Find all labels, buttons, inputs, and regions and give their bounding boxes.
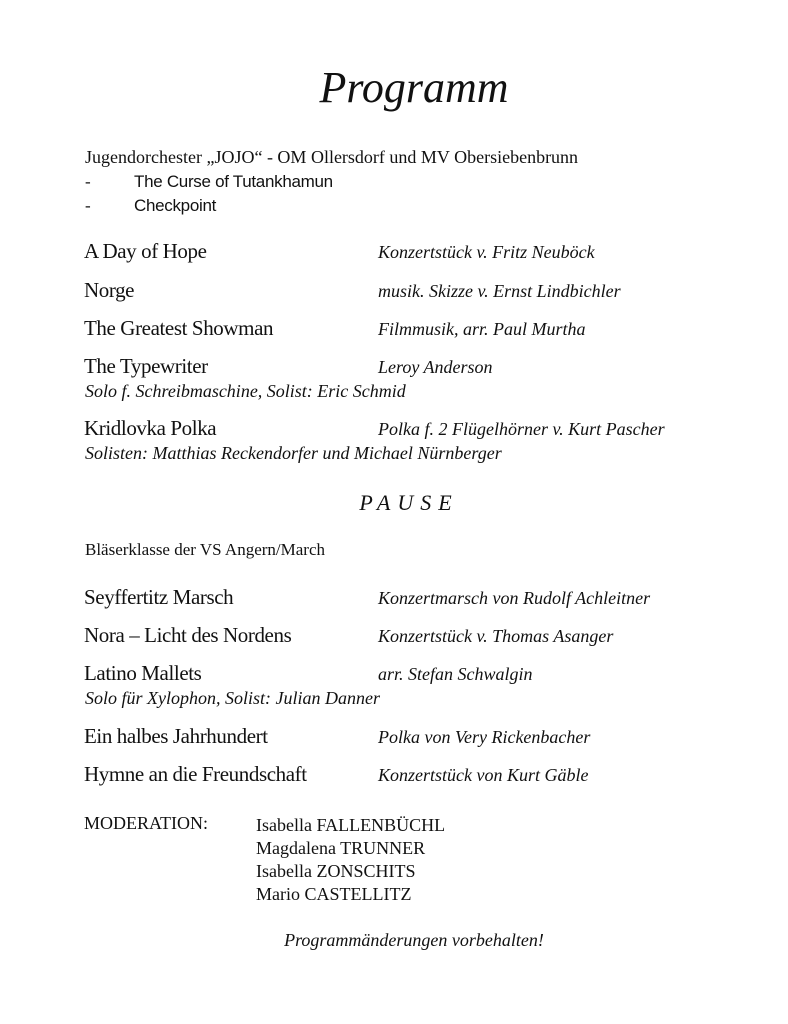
piece-info: Leroy Anderson xyxy=(378,357,493,377)
list-dash: - xyxy=(85,172,91,191)
piece-note: Solo f. Schreibmaschine, Solist: Eric Schmid xyxy=(85,381,406,401)
piece-title: Norge xyxy=(84,278,135,302)
piece-title: Ein halbes Jahrhundert xyxy=(84,724,268,748)
piece-info: Filmmusik, arr. Paul Murtha xyxy=(378,319,586,339)
page-title: Programm xyxy=(319,63,509,112)
piece-info: Konzertstück v. Fritz Neuböck xyxy=(378,242,595,262)
moderator-name: Isabella ZONSCHITS xyxy=(256,861,416,881)
piece-title: Seyffertitz Marsch xyxy=(84,585,234,609)
piece-note: Solo für Xylophon, Solist: Julian Danner xyxy=(85,688,380,708)
piece-info: Konzertstück v. Thomas Asanger xyxy=(378,626,614,646)
moderator-name: Magdalena TRUNNER xyxy=(256,838,426,858)
moderation-label: MODERATION: xyxy=(84,813,209,833)
footer-note: Programmänderungen vorbehalten! xyxy=(284,930,544,950)
piece-title: Latino Mallets xyxy=(84,661,202,685)
piece-note: Solisten: Matthias Reckendorfer und Michael Nürnberger xyxy=(85,443,502,463)
pause-heading: PAUSE xyxy=(359,490,459,515)
piece-title: Nora – Licht des Nordens xyxy=(84,623,292,647)
section-subheading: Bläserklasse der VS Angern/March xyxy=(85,540,325,559)
intro-item: Checkpoint xyxy=(134,196,217,215)
piece-info: Konzertstück von Kurt Gäble xyxy=(378,765,589,785)
piece-info: arr. Stefan Schwalgin xyxy=(378,664,533,684)
piece-info: Polka f. 2 Flügelhörner v. Kurt Pascher xyxy=(378,419,665,439)
piece-info: Konzertmarsch von Rudolf Achleitner xyxy=(378,588,651,608)
piece-title: Kridlovka Polka xyxy=(84,416,217,440)
piece-title: Hymne an die Freundschaft xyxy=(84,762,307,786)
intro-ensemble: Jugendorchester „JOJO“ - OM Ollersdorf und MV Obersiebenbrunn xyxy=(85,147,579,167)
piece-title: A Day of Hope xyxy=(84,239,207,263)
moderator-name: Isabella FALLENBÜCHL xyxy=(256,815,446,835)
moderator-name: Mario CASTELLITZ xyxy=(256,884,412,904)
list-dash: - xyxy=(85,196,91,215)
intro-item: The Curse of Tutankhamun xyxy=(134,172,333,191)
piece-info: musik. Skizze v. Ernst Lindbichler xyxy=(378,281,621,301)
piece-info: Polka von Very Rickenbacher xyxy=(378,727,591,747)
piece-title: The Typewriter xyxy=(84,354,208,378)
piece-title: The Greatest Showman xyxy=(84,316,274,340)
